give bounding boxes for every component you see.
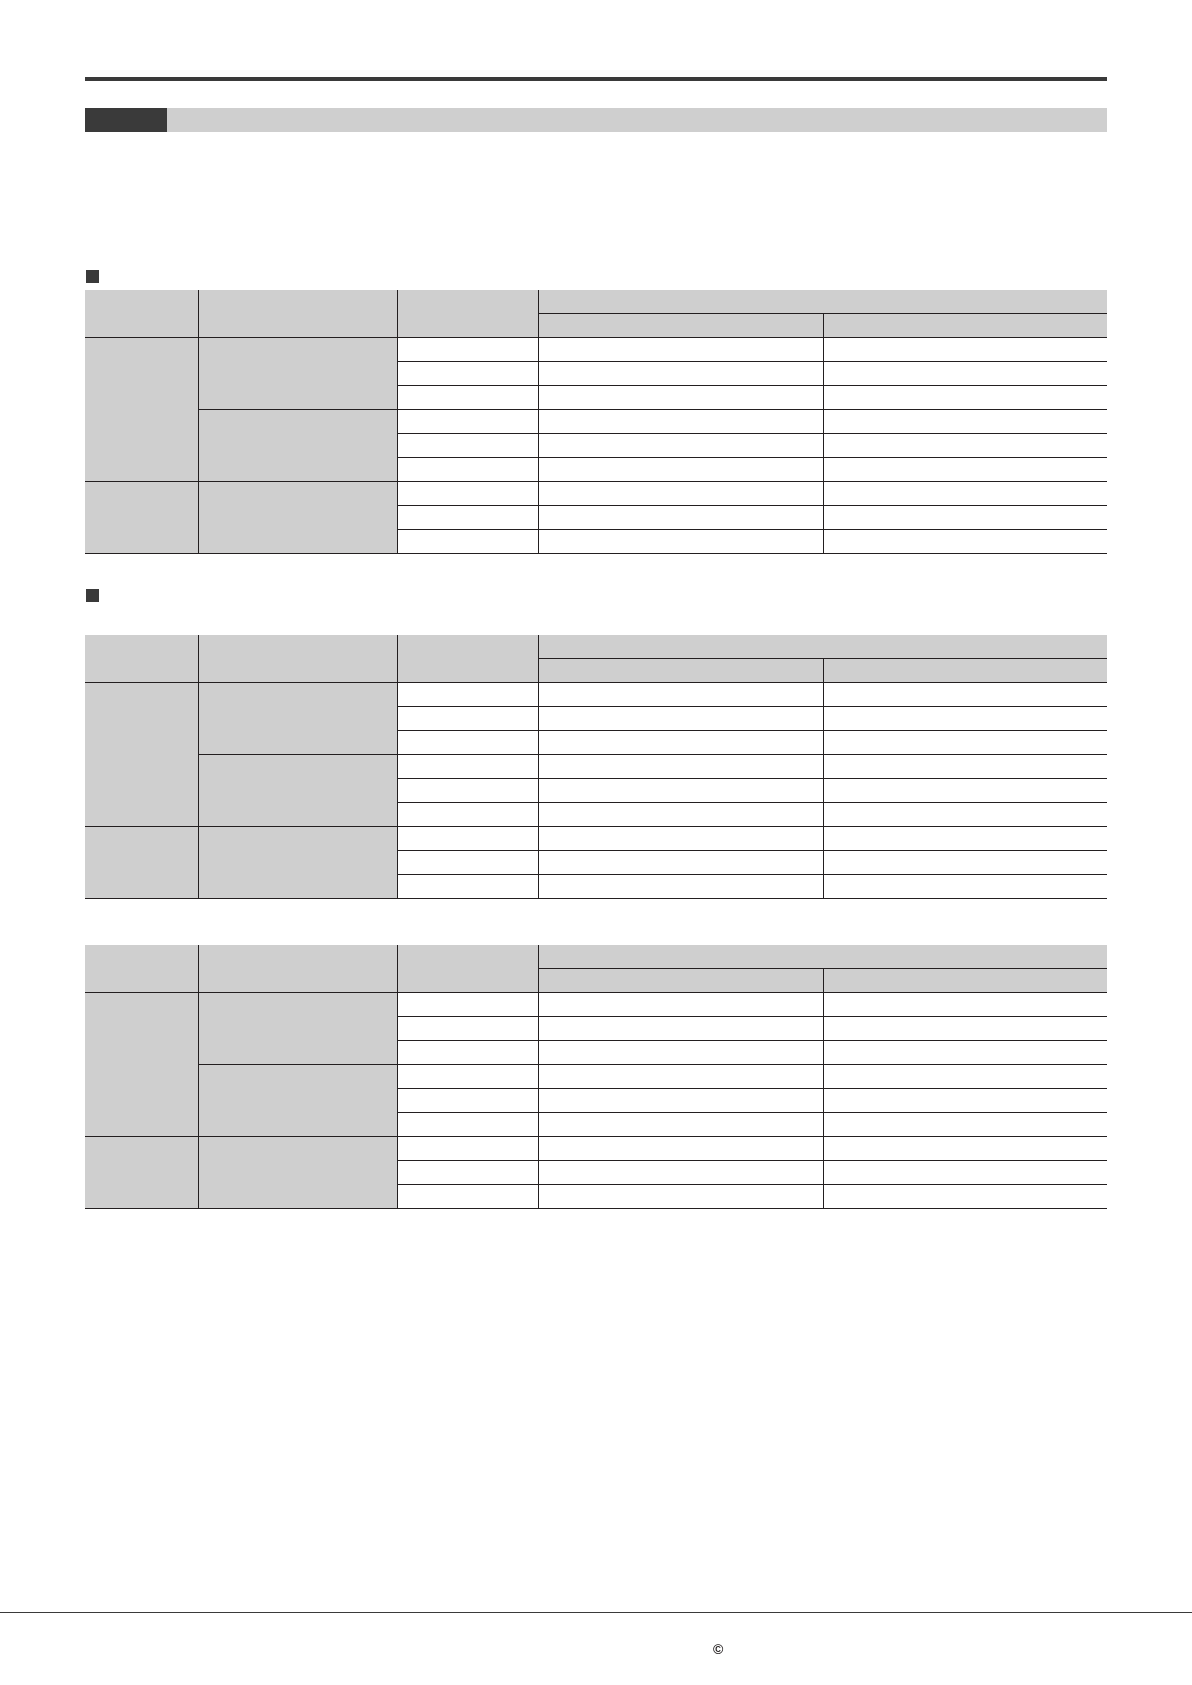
- header-cell: [198, 635, 397, 683]
- value-cell: [397, 851, 538, 875]
- value-cell: [823, 875, 1107, 899]
- value-cell: [538, 1137, 823, 1161]
- value-cell: [538, 506, 823, 530]
- value-cell: [397, 338, 538, 362]
- table-row: [85, 410, 1107, 434]
- table-header-row: [85, 290, 1107, 314]
- value-cell: [538, 683, 823, 707]
- section-heading-bar: [85, 108, 1107, 132]
- table-row: [85, 755, 1107, 779]
- value-cell: [538, 1041, 823, 1065]
- subgroup-cell: [198, 755, 397, 827]
- section-heading-tab: [85, 108, 167, 132]
- subgroup-cell: [198, 482, 397, 554]
- spec-table-1: [85, 290, 1107, 554]
- subgroup-cell: [198, 993, 397, 1065]
- value-cell: [397, 362, 538, 386]
- value-cell: [823, 1185, 1107, 1209]
- value-cell: [823, 1017, 1107, 1041]
- spec-table-3: [85, 945, 1107, 1209]
- header-cell: [85, 290, 198, 338]
- value-cell: [823, 1041, 1107, 1065]
- table-row: [85, 482, 1107, 506]
- value-cell: [823, 482, 1107, 506]
- value-cell: [397, 530, 538, 554]
- group-cell: [85, 482, 198, 554]
- value-cell: [823, 827, 1107, 851]
- value-cell: [538, 731, 823, 755]
- header-cell: [397, 290, 538, 338]
- header-cell: [85, 945, 198, 993]
- value-cell: [823, 410, 1107, 434]
- value-cell: [538, 410, 823, 434]
- value-cell: [538, 803, 823, 827]
- value-cell: [823, 362, 1107, 386]
- subheader-cell: [538, 314, 823, 338]
- subgroup-cell: [198, 1137, 397, 1209]
- value-cell: [538, 1113, 823, 1137]
- header-cell: [397, 945, 538, 993]
- subheader-cell: [823, 314, 1107, 338]
- value-cell: [397, 506, 538, 530]
- value-cell: [397, 993, 538, 1017]
- value-cell: [538, 1185, 823, 1209]
- value-cell: [397, 1041, 538, 1065]
- value-cell: [823, 993, 1107, 1017]
- group-cell: [85, 993, 198, 1137]
- value-cell: [538, 707, 823, 731]
- value-cell: [397, 1161, 538, 1185]
- value-cell: [823, 458, 1107, 482]
- value-cell: [538, 482, 823, 506]
- header-group-cell: [538, 635, 1107, 659]
- value-cell: [823, 1161, 1107, 1185]
- value-cell: [823, 506, 1107, 530]
- value-cell: [397, 1017, 538, 1041]
- footer-rule: [0, 1612, 1192, 1613]
- value-cell: [823, 707, 1107, 731]
- value-cell: [397, 875, 538, 899]
- value-cell: [397, 458, 538, 482]
- value-cell: [823, 386, 1107, 410]
- header-group-cell: [538, 290, 1107, 314]
- value-cell: [397, 434, 538, 458]
- header-cell: [198, 945, 397, 993]
- value-cell: [397, 755, 538, 779]
- header-group-cell: [538, 945, 1107, 969]
- table-row: [85, 827, 1107, 851]
- subsection-2-marker: [86, 589, 99, 602]
- table-header-row: [85, 635, 1107, 659]
- value-cell: [538, 827, 823, 851]
- subgroup-cell: [198, 683, 397, 755]
- value-cell: [397, 1185, 538, 1209]
- table-row: [85, 1137, 1107, 1161]
- value-cell: [823, 755, 1107, 779]
- subgroup-cell: [198, 410, 397, 482]
- table-row: [85, 338, 1107, 362]
- header-cell: [397, 635, 538, 683]
- table-row: [85, 683, 1107, 707]
- group-cell: [85, 827, 198, 899]
- value-cell: [823, 779, 1107, 803]
- subheader-cell: [823, 969, 1107, 993]
- value-cell: [823, 338, 1107, 362]
- value-cell: [823, 1113, 1107, 1137]
- value-cell: [538, 458, 823, 482]
- subheader-cell: [823, 659, 1107, 683]
- subgroup-cell: [198, 338, 397, 410]
- value-cell: [823, 1137, 1107, 1161]
- spec-table-2: [85, 635, 1107, 899]
- value-cell: [823, 1065, 1107, 1089]
- subgroup-cell: [198, 1065, 397, 1137]
- group-cell: [85, 338, 198, 482]
- value-cell: [538, 755, 823, 779]
- value-cell: [538, 338, 823, 362]
- value-cell: [538, 1161, 823, 1185]
- value-cell: [397, 707, 538, 731]
- group-cell: [85, 683, 198, 827]
- value-cell: [397, 1137, 538, 1161]
- value-cell: [823, 530, 1107, 554]
- value-cell: [823, 683, 1107, 707]
- value-cell: [538, 1017, 823, 1041]
- value-cell: [823, 434, 1107, 458]
- subheader-cell: [538, 969, 823, 993]
- value-cell: [538, 993, 823, 1017]
- value-cell: [538, 1089, 823, 1113]
- value-cell: [397, 482, 538, 506]
- copyright-symbol: ©: [713, 1641, 724, 1657]
- table-row: [85, 1065, 1107, 1089]
- value-cell: [823, 1089, 1107, 1113]
- value-cell: [397, 731, 538, 755]
- value-cell: [397, 827, 538, 851]
- value-cell: [397, 779, 538, 803]
- value-cell: [538, 851, 823, 875]
- header-cell: [198, 290, 397, 338]
- value-cell: [538, 362, 823, 386]
- value-cell: [397, 1065, 538, 1089]
- value-cell: [538, 875, 823, 899]
- subsection-1-marker: [86, 270, 99, 283]
- table-row: [85, 993, 1107, 1017]
- value-cell: [538, 530, 823, 554]
- subgroup-cell: [198, 827, 397, 899]
- group-cell: [85, 1137, 198, 1209]
- value-cell: [538, 386, 823, 410]
- header-cell: [85, 635, 198, 683]
- value-cell: [823, 851, 1107, 875]
- value-cell: [538, 779, 823, 803]
- subheader-cell: [538, 659, 823, 683]
- value-cell: [397, 1113, 538, 1137]
- value-cell: [397, 386, 538, 410]
- value-cell: [823, 731, 1107, 755]
- table-header-row: [85, 945, 1107, 969]
- value-cell: [538, 1065, 823, 1089]
- value-cell: [823, 803, 1107, 827]
- value-cell: [397, 803, 538, 827]
- value-cell: [397, 683, 538, 707]
- header-rule: [85, 77, 1107, 81]
- value-cell: [538, 434, 823, 458]
- value-cell: [397, 1089, 538, 1113]
- value-cell: [397, 410, 538, 434]
